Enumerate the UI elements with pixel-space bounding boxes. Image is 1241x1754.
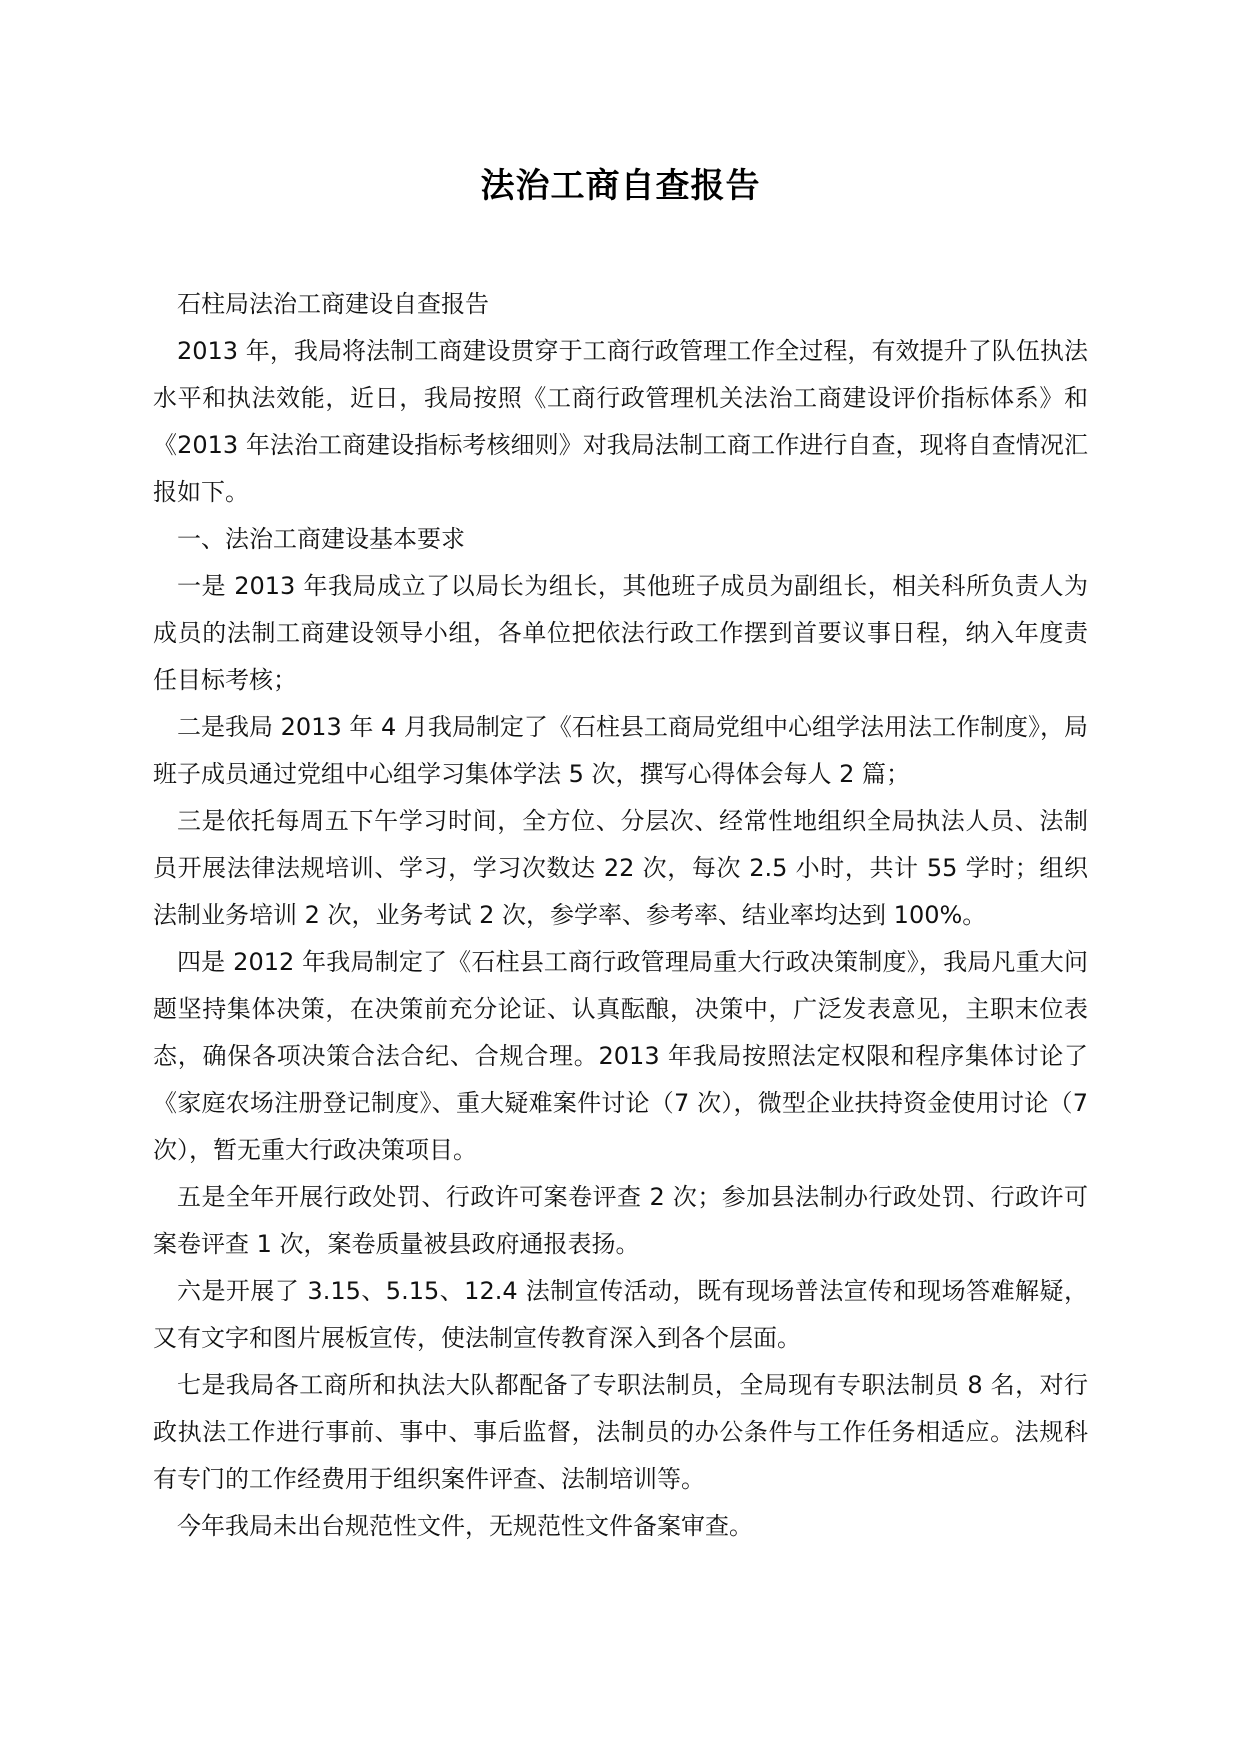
item-paragraph-6: 六是开展了 3.15、5.15、12.4 法制宣传活动，既有现场普法宣传和现场答难解疑，又有文字和图片展板宣传，使法制宣传教育深入到各个层面。 (153, 1277, 1088, 1352)
document-title: 法治工商自查报告 (480, 166, 761, 206)
item-paragraph-3: 三是依托每周五下午学习时间，全方位、分层次、经常性地组织全局执法人员、法制员开展法律法规培训、学习，学习次数达 22 次，每次 2.5 小时，共计 55 学时；组织法制业务培训 2 次，业务考试 2 次，参学率、参考率、结业率均达到 100%。 (153, 807, 1088, 929)
document-body (153, 281, 1088, 1550)
item-paragraph-1: 一是 2013 年我局成立了以局长为组长，其他班子成员为副组长，相关科所负责人为成员的法制工商建设领导小组，各单位把依法行政工作摆到首要议事日程，纳入年度责任目标考核； (153, 572, 1088, 694)
item-paragraph-2: 二是我局 2013 年 4 月我局制定了《石柱县工商局党组中心组学法用法工作制度》，局班子成员通过党组中心组学习集体学法 5 次，撰写心得体会每人 2 篇； (153, 713, 1088, 788)
intro-paragraph: 2013 年，我局将法制工商建设贯穿于工商行政管理工作全过程，有效提升了队伍执法水平和执法效能，近日，我局按照《工商行政管理机关法治工商建设评价指标体系》和《2013 年法治工商建设指标考核细则》对我局法制工商工作进行自查，现将自查情况汇报如下。 (153, 337, 1088, 506)
section-heading: 一、法治工商建设基本要求 (177, 525, 465, 553)
item-paragraph-5: 五是全年开展行政处罚、行政许可案卷评查 2 次；参加县法制办行政处罚、行政许可案卷评查 1 次，案卷质量被县政府通报表扬。 (153, 1183, 1088, 1258)
report-subtitle: 石柱局法治工商建设自查报告 (177, 290, 489, 318)
item-paragraph-7: 七是我局各工商所和执法大队都配备了专职法制员，全局现有专职法制员 8 名，对行政执法工作进行事前、事中、事后监督，法制员的办公条件与工作任务相适应。法规科有专门的工作经费用于组织案件评查、法制培训等。 (153, 1371, 1088, 1493)
item-paragraph-4: 四是 2012 年我局制定了《石柱县工商行政管理局重大行政决策制度》，我局凡重大问题坚持集体决策，在决策前充分论证、认真酝酿，决策中，广泛发表意见，主职末位表态，确保各项决策合法合纪、合规合理。2013 年我局按照法定权限和程序集体讨论了《家庭农场注册登记制度》、重大疑难案件讨论（7 次），微型企业扶持资金使用讨论（7 次），暂无重大行政决策项目。 (153, 948, 1088, 1164)
closing-paragraph: 今年我局未出台规范性文件，无规范性文件备案审查。 (177, 1512, 753, 1540)
